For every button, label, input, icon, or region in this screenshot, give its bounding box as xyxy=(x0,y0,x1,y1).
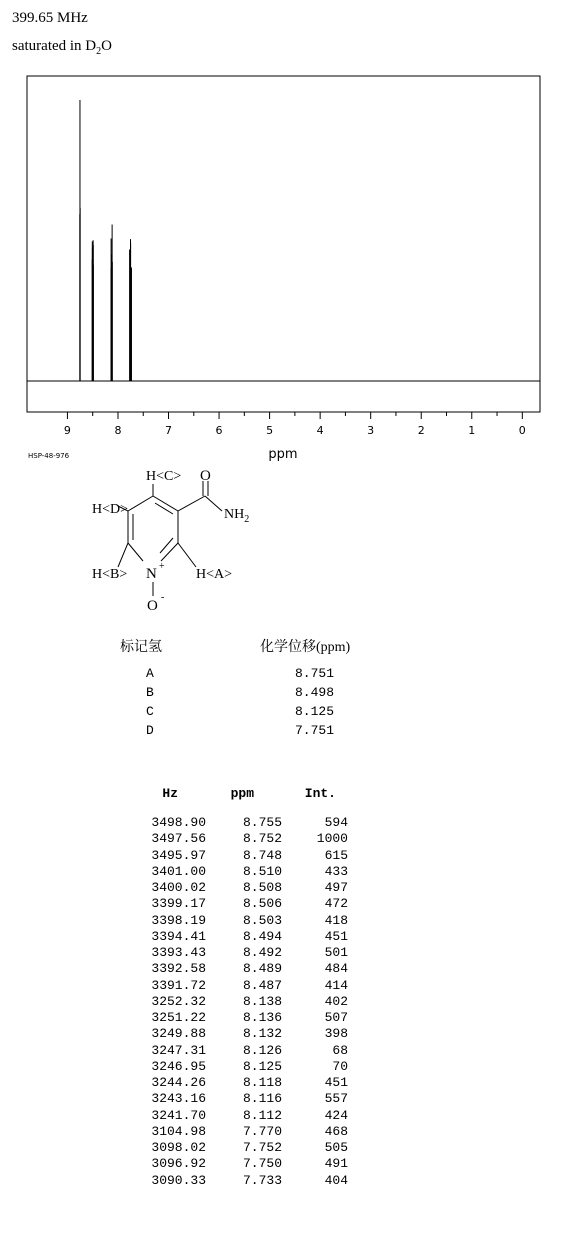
peak-cell-ppm: 8.487 xyxy=(242,977,282,993)
x-tick-label: 4 xyxy=(316,424,324,437)
assignment-table xyxy=(120,636,350,740)
peak-table-row xyxy=(120,1026,348,1042)
x-tick-label: 9 xyxy=(63,424,71,437)
peak-cell-hz: 3104.98 xyxy=(151,1123,206,1139)
peak-cell-int: 501 xyxy=(324,945,348,960)
x-axis-label: ppm xyxy=(268,447,298,462)
peak-header-hz: Hz xyxy=(162,786,178,801)
peak-cell-ppm: 8.112 xyxy=(242,1107,282,1123)
label-carbonyl-o: O xyxy=(200,468,211,484)
assignment-row xyxy=(120,664,350,683)
peak-table-row xyxy=(120,848,348,864)
peak-table-row xyxy=(120,1091,348,1107)
peak-cell-ppm: 8.126 xyxy=(242,1042,282,1058)
peak-cell-int: 484 xyxy=(324,961,348,977)
x-tick-label: 7 xyxy=(165,424,173,437)
peak-cell-int: 472 xyxy=(324,896,348,912)
nh2-subscript: 2 xyxy=(244,514,250,525)
x-tick-label: 6 xyxy=(215,424,223,437)
assignment-label: C xyxy=(146,704,154,719)
assignment-shift: 8.125 xyxy=(294,704,334,719)
x-tick-label: 5 xyxy=(266,424,274,437)
assignment-shift: 8.498 xyxy=(294,685,334,700)
peak-cell-hz: 3394.41 xyxy=(151,928,206,944)
peak-table-row xyxy=(120,978,348,994)
peak-cell-hz: 3243.16 xyxy=(151,1091,206,1107)
peak-cell-ppm: 8.510 xyxy=(242,863,282,879)
peak-table-row xyxy=(120,1010,348,1026)
peak-cell-hz: 3246.95 xyxy=(151,1058,206,1074)
peak-table-row xyxy=(120,1059,348,1075)
peak-cell-int: 505 xyxy=(324,1140,348,1155)
peak-cell-hz: 3090.33 xyxy=(151,1172,206,1188)
peak-cell-hz: 3251.22 xyxy=(151,1010,206,1025)
peak-header-int: Int. xyxy=(304,786,336,801)
peak-cell-ppm: 8.752 xyxy=(242,831,282,847)
peak-cell-ppm: 8.136 xyxy=(242,1010,282,1025)
peak-cell-int: 451 xyxy=(324,1075,348,1090)
solvent-suffix: O xyxy=(101,38,112,54)
label-h-c: H<C> xyxy=(146,469,182,484)
x-tick-label: 2 xyxy=(417,424,425,437)
assignment-col-label: 标记氢 xyxy=(120,640,162,655)
peak-cell-int: 615 xyxy=(324,847,348,863)
assignment-rows xyxy=(120,664,350,740)
peak-cell-hz: 3241.70 xyxy=(151,1107,206,1123)
peak-cell-hz: 3096.92 xyxy=(151,1156,206,1172)
peak-table-row xyxy=(120,1124,348,1140)
peak-cell-int: 497 xyxy=(324,880,348,895)
peak-cell-ppm: 8.132 xyxy=(242,1026,282,1042)
assignment-row xyxy=(120,683,350,702)
peak-cell-ppm: 7.750 xyxy=(242,1156,282,1172)
peak-cell-hz: 3399.17 xyxy=(151,896,206,912)
peak-cell-int: 414 xyxy=(324,977,348,993)
peak-table-row xyxy=(120,913,348,929)
peak-table-row xyxy=(120,864,348,880)
peak-cell-ppm: 8.748 xyxy=(242,847,282,863)
peak-cell-ppm: 8.503 xyxy=(242,912,282,928)
peak-cell-hz: 3252.32 xyxy=(151,993,206,1009)
label-h-d: H<D> xyxy=(92,502,129,517)
assignment-row xyxy=(120,702,350,721)
peak-cell-ppm: 7.770 xyxy=(242,1123,282,1139)
peak-cell-ppm: 8.494 xyxy=(242,928,282,944)
peak-cell-ppm: 8.508 xyxy=(242,880,282,895)
peak-table-header xyxy=(120,786,348,801)
peak-cell-int: 557 xyxy=(324,1091,348,1107)
peak-table-row xyxy=(120,994,348,1010)
peak-cell-int: 70 xyxy=(332,1058,348,1074)
label-n: N xyxy=(146,566,157,582)
label-minus: - xyxy=(161,592,165,603)
peak-table-row xyxy=(120,929,348,945)
peak-cell-hz: 3247.31 xyxy=(151,1042,206,1058)
peak-table-row xyxy=(120,1156,348,1172)
peak-table-row xyxy=(120,961,348,977)
assignment-shift: 7.751 xyxy=(294,723,334,738)
assignment-header xyxy=(120,636,350,656)
label-h-a: H<A> xyxy=(196,567,233,582)
peak-cell-hz: 3400.02 xyxy=(151,880,206,895)
assignment-label: A xyxy=(146,666,154,681)
peak-cell-hz: 3098.02 xyxy=(151,1140,206,1155)
peak-cell-int: 468 xyxy=(324,1123,348,1139)
peak-table-row xyxy=(120,831,348,847)
x-tick-label: 3 xyxy=(367,424,375,437)
peak-cell-ppm: 8.116 xyxy=(242,1091,282,1107)
peak-cell-hz: 3495.97 xyxy=(151,847,206,863)
peak-table-row xyxy=(120,1108,348,1124)
spectrum-code: HSP-48-976 xyxy=(28,452,70,460)
peak-cell-int: 491 xyxy=(324,1156,348,1172)
peak-cell-int: 402 xyxy=(324,993,348,1009)
label-plus: + xyxy=(159,561,165,572)
peak-cell-hz: 3401.00 xyxy=(151,863,206,879)
peak-cell-int: 404 xyxy=(324,1172,348,1188)
peak-cell-ppm: 8.755 xyxy=(242,815,282,830)
peak-table-row xyxy=(120,815,348,831)
label-nh2 xyxy=(224,507,249,525)
assignment-col-shift: 化学位移(ppm) xyxy=(260,640,351,655)
peak-cell-ppm: 8.492 xyxy=(242,945,282,960)
peak-cell-ppm: 8.138 xyxy=(242,993,282,1009)
peak-table xyxy=(120,786,348,1189)
label-o-minus: O xyxy=(147,598,158,614)
peak-cell-ppm: 8.125 xyxy=(242,1058,282,1074)
x-tick-label: 0 xyxy=(518,424,526,437)
peak-cell-hz: 3392.58 xyxy=(151,961,206,977)
solvent-subscript: 2 xyxy=(96,46,102,57)
peak-cell-hz: 3249.88 xyxy=(151,1026,206,1042)
peak-cell-int: 1000 xyxy=(316,831,348,847)
peak-cell-int: 68 xyxy=(332,1042,348,1058)
peak-cell-hz: 3398.19 xyxy=(151,912,206,928)
peak-table-row xyxy=(120,1173,348,1189)
peak-table-row xyxy=(120,896,348,912)
peak-cell-int: 418 xyxy=(324,912,348,928)
peak-table-rows xyxy=(120,815,348,1189)
peak-table-row xyxy=(120,945,348,961)
peak-cell-ppm: 8.489 xyxy=(242,961,282,977)
peak-table-row xyxy=(120,1043,348,1059)
peak-cell-ppm: 7.752 xyxy=(242,1140,282,1155)
peak-table-row xyxy=(120,1140,348,1156)
assignment-label: B xyxy=(146,685,154,700)
peak-header-ppm: ppm xyxy=(230,786,254,801)
nh2-text: NH xyxy=(224,507,245,522)
assignment-label: D xyxy=(146,723,154,738)
peak-cell-int: 424 xyxy=(324,1107,348,1123)
x-tick-label: 8 xyxy=(114,424,122,437)
peak-cell-int: 594 xyxy=(324,815,348,830)
label-h-b: H<B> xyxy=(92,567,128,582)
peak-cell-hz: 3244.26 xyxy=(151,1075,206,1090)
peak-cell-hz: 3497.56 xyxy=(151,831,206,847)
assignment-shift: 8.751 xyxy=(294,666,334,681)
peak-cell-ppm: 7.733 xyxy=(242,1172,282,1188)
assignment-row xyxy=(120,721,350,740)
peak-cell-int: 451 xyxy=(324,928,348,944)
peak-cell-hz: 3391.72 xyxy=(151,977,206,993)
peak-cell-hz: 3498.90 xyxy=(151,815,206,830)
peak-table-row xyxy=(120,880,348,896)
peak-table-row xyxy=(120,1075,348,1091)
peak-cell-hz: 3393.43 xyxy=(151,945,206,960)
frequency-label: 399.65 MHz xyxy=(12,10,88,26)
peak-cell-ppm: 8.506 xyxy=(242,896,282,912)
peak-cell-ppm: 8.118 xyxy=(242,1075,282,1090)
peak-cell-int: 507 xyxy=(324,1010,348,1025)
x-tick-label: 1 xyxy=(468,424,476,437)
solvent-prefix: saturated in D xyxy=(12,38,97,54)
peak-cell-int: 398 xyxy=(324,1026,348,1042)
peak-cell-int: 433 xyxy=(324,863,348,879)
